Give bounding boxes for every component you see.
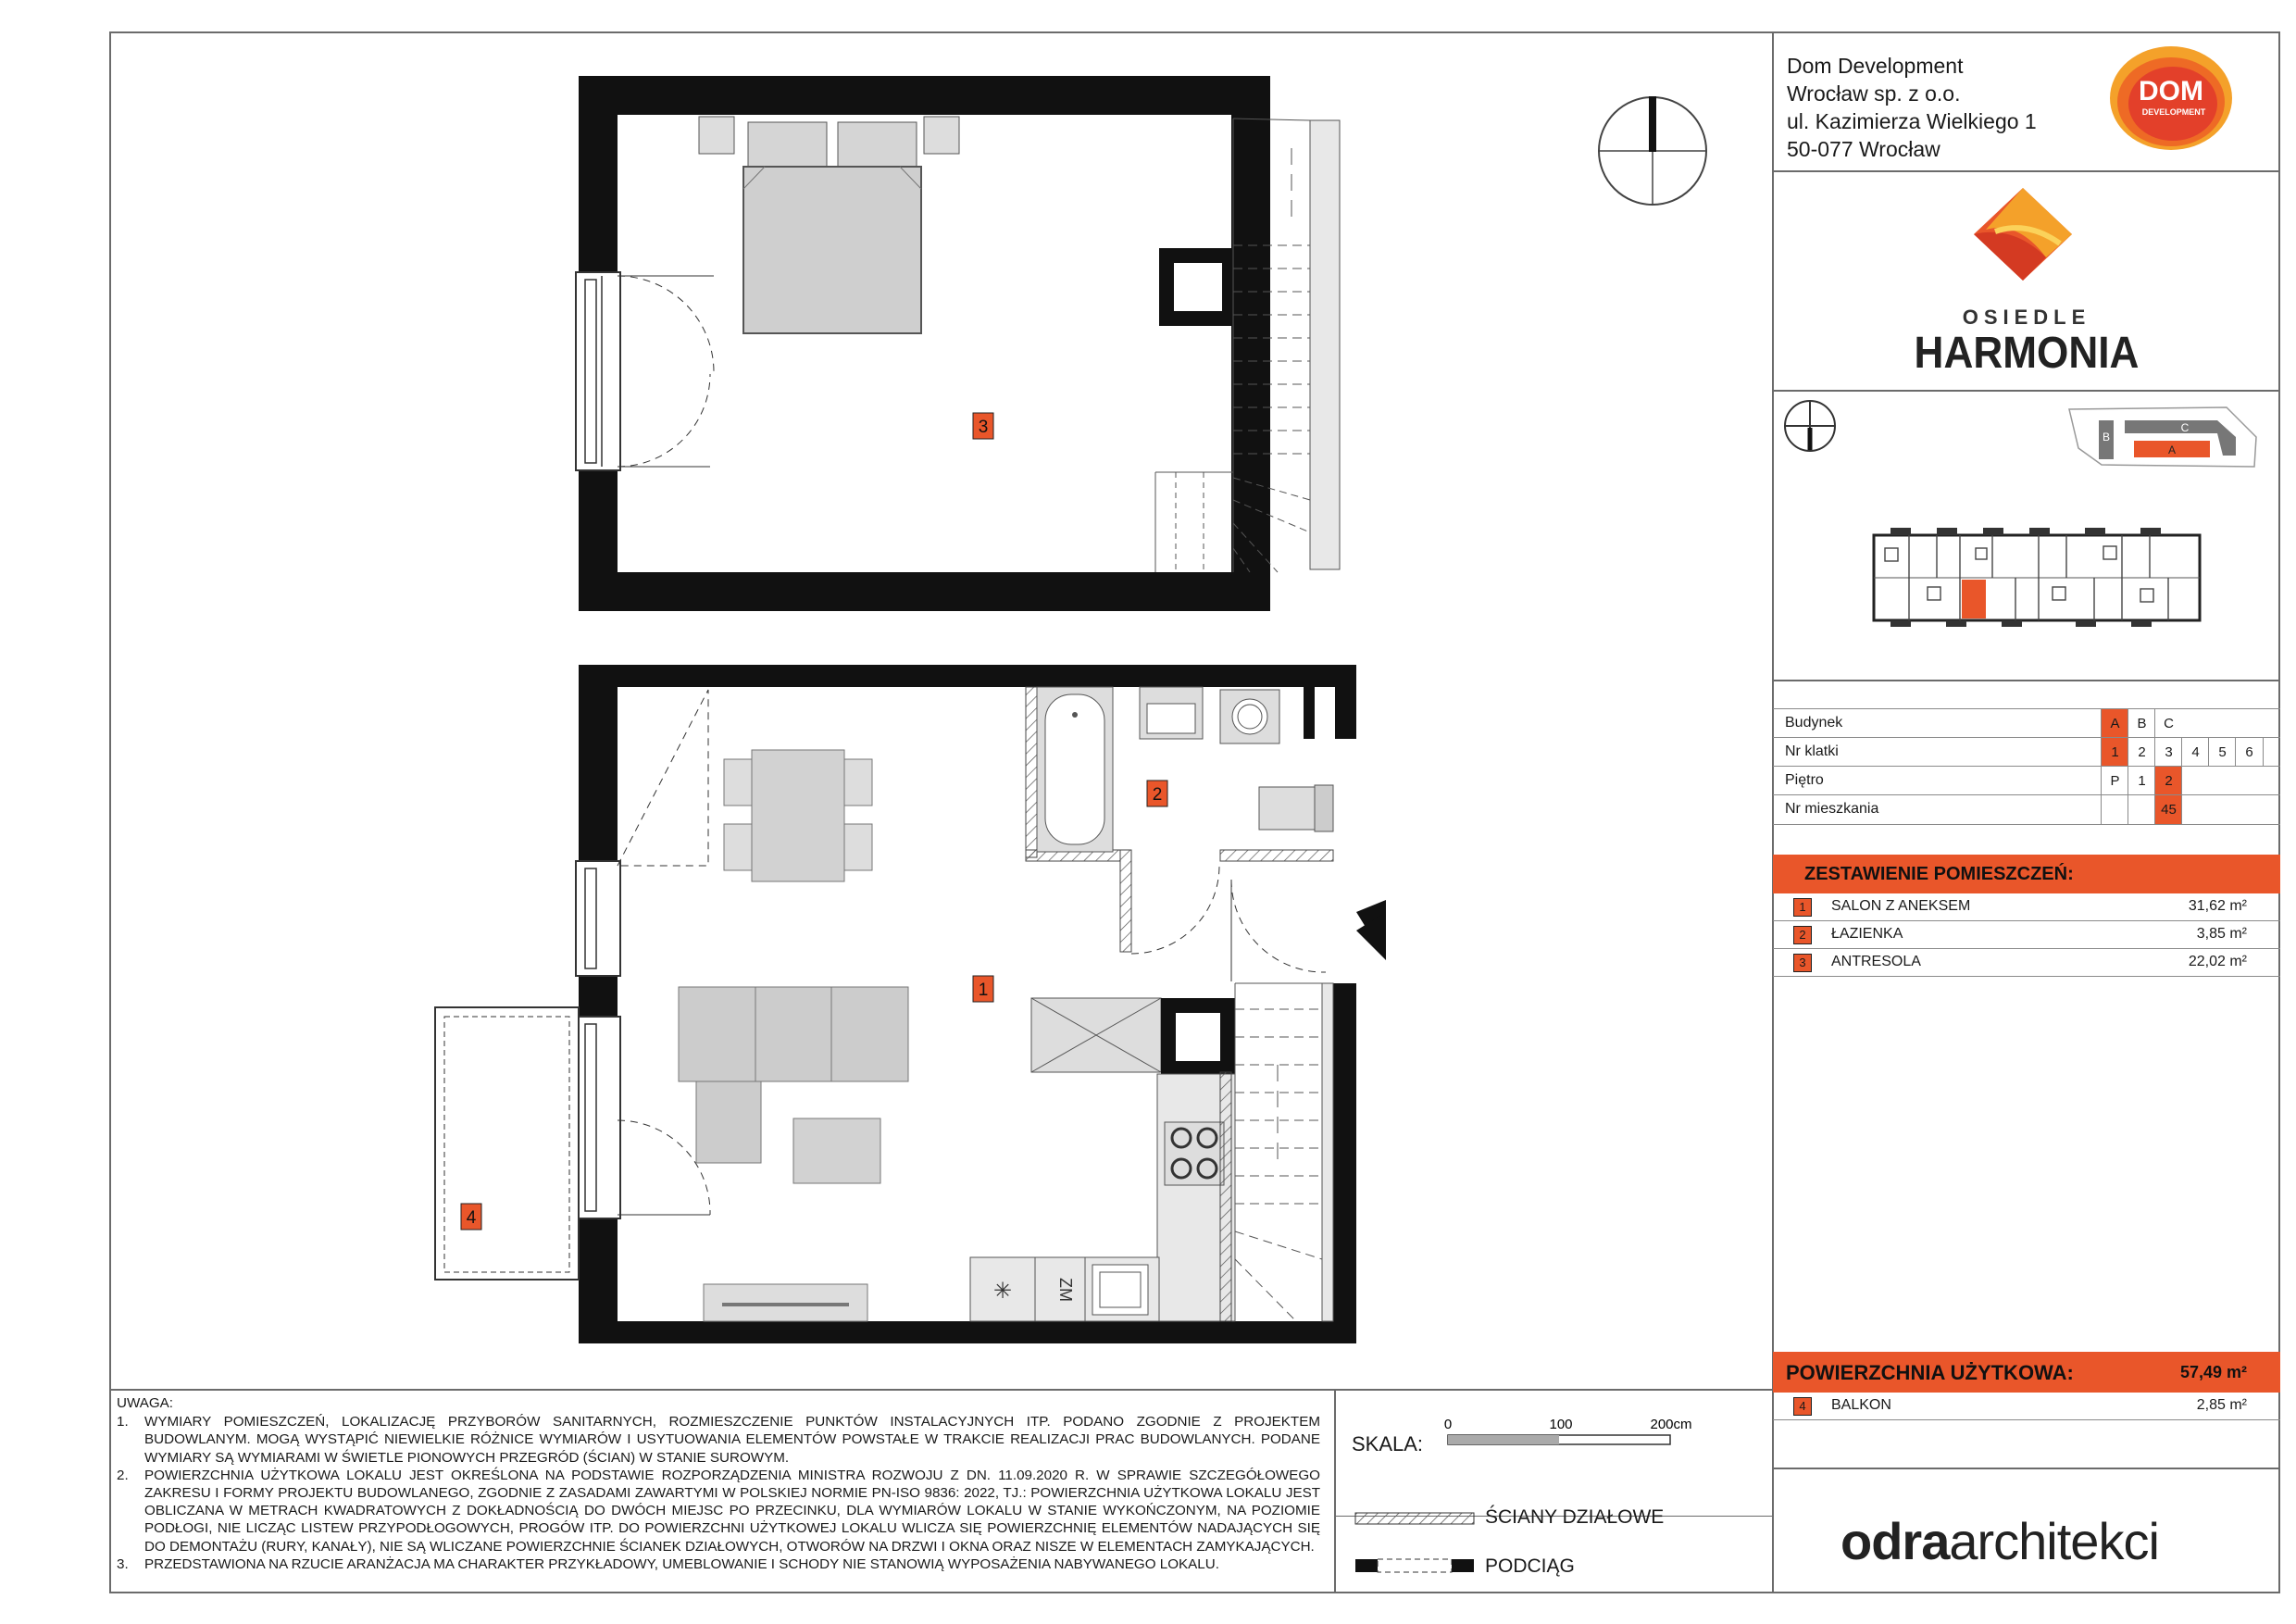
room-2-label: 2	[1152, 785, 1163, 805]
rooms-header	[1773, 855, 2280, 893]
table-row-pietro	[1773, 766, 2280, 795]
balcony	[435, 1007, 579, 1280]
table-cell: A	[2101, 709, 2128, 738]
room-1-label: 1	[978, 981, 989, 1000]
mezzanine-plan	[576, 76, 1340, 611]
scale-tick: 100	[1549, 1417, 1573, 1432]
room-name: ANTRESOLA	[1831, 954, 1921, 969]
room-number: 4	[1793, 1397, 1812, 1416]
table-cell: 4	[2181, 738, 2209, 767]
scale-bar	[1440, 1412, 1692, 1458]
row-label: Nr klatki	[1785, 743, 1839, 759]
room-name: BALKON	[1831, 1397, 1891, 1413]
beam-symbol	[1452, 1559, 1474, 1572]
site-plan-key	[2060, 400, 2268, 474]
architect-logo	[1841, 1511, 2159, 1571]
divider	[1334, 1389, 1336, 1593]
divider	[109, 1389, 1773, 1391]
dom-development-logo	[2103, 41, 2242, 161]
room-row	[1773, 949, 2280, 977]
small-compass-icon	[1782, 398, 1838, 454]
table-row-nr-mieszkania	[1773, 794, 2280, 825]
logo-subword: DEVELOPMENT	[2141, 107, 2206, 117]
architect-logo-light: architekci	[1949, 1512, 2159, 1570]
usable-area-label: POWIERZCHNIA UŻYTKOWA:	[1786, 1361, 2074, 1384]
note-item	[117, 1413, 1320, 1467]
table-cell: C	[2154, 709, 2182, 738]
project-name-top: OSIEDLE	[1962, 306, 2091, 329]
room-area: 3,85 m²	[2196, 926, 2247, 942]
table-cell: 2	[2128, 738, 2155, 767]
selected-unit	[1962, 580, 1986, 618]
legend-symbols	[1354, 1505, 1483, 1580]
scale-tick: 200cm	[1650, 1417, 1692, 1432]
balcony-row	[1773, 1393, 2280, 1420]
company-line: Wrocław sp. z o.o.	[1787, 81, 1961, 106]
table-cell: 6	[2235, 738, 2264, 767]
table-cell: P	[2101, 767, 2128, 795]
room-area: 22,02 m²	[2188, 954, 2247, 969]
company-line: 50-077 Wrocław	[1787, 137, 1940, 161]
divider	[1772, 390, 2280, 392]
company-line: Dom Development	[1787, 54, 1964, 78]
note-text: WYMIARY POMIESZCZEŃ, LOKALIZACJĘ PRZYBORÓW SANITARNYCH, ROZMIESZCZENIE PUNKTÓW INSTALACYJNYCH ITP. PODANO ZGODNIE Z PROJEKTEM BUDOWLANYM. MOGĄ WYSTĄPIĆ NIEWIELKIE RÓŻNICE WYMIARÓW I USYTUOWANIA ELEMENTÓW POWSTAŁE W TRAKCIE REALIZACJI PRAC BUDOWLANYCH. PODANE WYMIARY SĄ WYMIARAMI W ŚWIETLE PIONOWYCH PRZEGRÓD (ŚCIAN) W STANIE SUROWYM.	[144, 1414, 1320, 1466]
room-area: 2,85 m²	[2196, 1397, 2247, 1413]
room-number: 2	[1793, 926, 1812, 944]
room-number: 3	[1793, 954, 1812, 972]
partition-wall-symbol	[1355, 1513, 1474, 1524]
architect-logo-bold: odra	[1841, 1512, 1950, 1570]
ground-plan	[435, 665, 1386, 1343]
harmonia-logo-mark	[1963, 183, 2083, 294]
divider	[1772, 1468, 2280, 1469]
rooms-header-text: ZESTAWIENIE POMIESZCZEŃ:	[1804, 864, 2074, 884]
divider	[1772, 170, 2280, 172]
room-number: 1	[1793, 898, 1812, 917]
building-c-label: C	[2180, 421, 2190, 434]
room-name: ŁAZIENKA	[1831, 926, 1903, 942]
building-b-label: B	[2102, 431, 2111, 443]
note-item	[117, 1467, 1320, 1555]
table-cell: B	[2128, 709, 2155, 738]
row-label: Piętro	[1785, 772, 1824, 788]
logo-word: DOM	[2139, 76, 2203, 106]
scale-label: SKALA:	[1352, 1432, 1424, 1455]
legend-walls-label: ŚCIANY DZIAŁOWE	[1485, 1506, 1665, 1528]
usable-area-bar	[1773, 1352, 2280, 1393]
divider	[1772, 680, 2280, 681]
usable-area-value: 57,49 m²	[2179, 1363, 2247, 1381]
notes-header: UWAGA:	[117, 1395, 174, 1411]
note-number: 3.	[117, 1555, 129, 1572]
row-label: Budynek	[1785, 715, 1843, 731]
note-number: 1.	[117, 1414, 129, 1430]
table-row-nr-klatki	[1773, 737, 2280, 767]
legend-beam-label: PODCIĄG	[1485, 1555, 1575, 1577]
table-cell: 1	[2101, 738, 2128, 767]
table-cell: 5	[2208, 738, 2236, 767]
note-number: 2.	[117, 1467, 129, 1483]
note-text: POWIERZCHNIA UŻYTKOWA LOKALU JEST OKREŚLONA NA PODSTAWIE ROZPORZĄDZENIA MINISTRA ROZWOJU Z DN. 11.09.2020 R. W SPRAWIE SZCZEGÓŁOWEGO ZAKRESU I FORMY PROJEKTU BUDOWLANEGO, ZGODNIE Z ZASADAMI ZAWARTYMI W POLSKIEJ NORMIE PN-ISO 9836: 2022, TJ.: POWIERZCHNIA UŻYTKOWA LOKALU JEST OBLICZANA W METRACH KWADRATOWYCH Z DOKŁADNOŚCIĄ DO DWÓCH MIEJSC PO PRZECINKU, DLA WYMIARÓW LOKALU W STANIE WYKOŃCZONYM, NA POZIOMIE PODŁOGI, NIE LICZĄC LISTEW PRZYPODŁOGOWYCH, PROGÓW ITP. DO POWIERZCHNI UŻYTKOWEJ LOKALU WLICZA SIĘ POWIERZCHNIĘ ELEMENTÓW NADAJĄCYCH SIĘ DO DEMONTAŻU (RURY, KANAŁY), NIE SĄ WLICZANE POWIERZCHNIE ŚCIANEK DZIAŁOWYCH, OTWORÓW NA DRZWI I OKNA ORAZ NISZE W ELEMENTACH ZAMYKAJĄCYCH.	[144, 1467, 1320, 1555]
table-cell: 1	[2128, 767, 2155, 795]
table-cell: 2	[2154, 767, 2182, 795]
floor-key-plan	[1872, 526, 2205, 635]
row-label: Nr mieszkania	[1785, 801, 1879, 817]
fridge-icon: ✳	[992, 1279, 1013, 1304]
building-a-label: A	[2167, 443, 2177, 456]
room-4-label: 4	[466, 1208, 477, 1228]
room-name: SALON Z ANEKSEM	[1831, 898, 1971, 914]
company-address	[1787, 52, 2037, 163]
scale-tick: 0	[1443, 1417, 1453, 1432]
room-3-label: 3	[978, 418, 989, 437]
table-row-budynek	[1773, 708, 2280, 738]
company-line: ul. Kazimierza Wielkiego 1	[1787, 109, 2037, 133]
room-row	[1773, 921, 2280, 949]
coffee-table	[793, 1118, 880, 1183]
table-cell: 3	[2154, 738, 2182, 767]
note-item	[117, 1555, 1320, 1573]
table-cell: 45	[2154, 795, 2182, 824]
room-row	[1773, 893, 2280, 921]
notes	[117, 1394, 1320, 1573]
project-name-main: HARMONIA	[1914, 329, 2140, 378]
dishwasher-label: ZM	[1056, 1278, 1075, 1302]
note-text: PRZEDSTAWIONA NA RZUCIE ARANŻACJA MA CHARAKTER PRZYKŁADOWY, UMEBLOWANIE I SCHODY NIE STANOWIĄ WYPOSAŻENIA NABYWANEGO LOKALU.	[144, 1555, 1219, 1572]
room-area: 31,62 m²	[2188, 898, 2247, 914]
